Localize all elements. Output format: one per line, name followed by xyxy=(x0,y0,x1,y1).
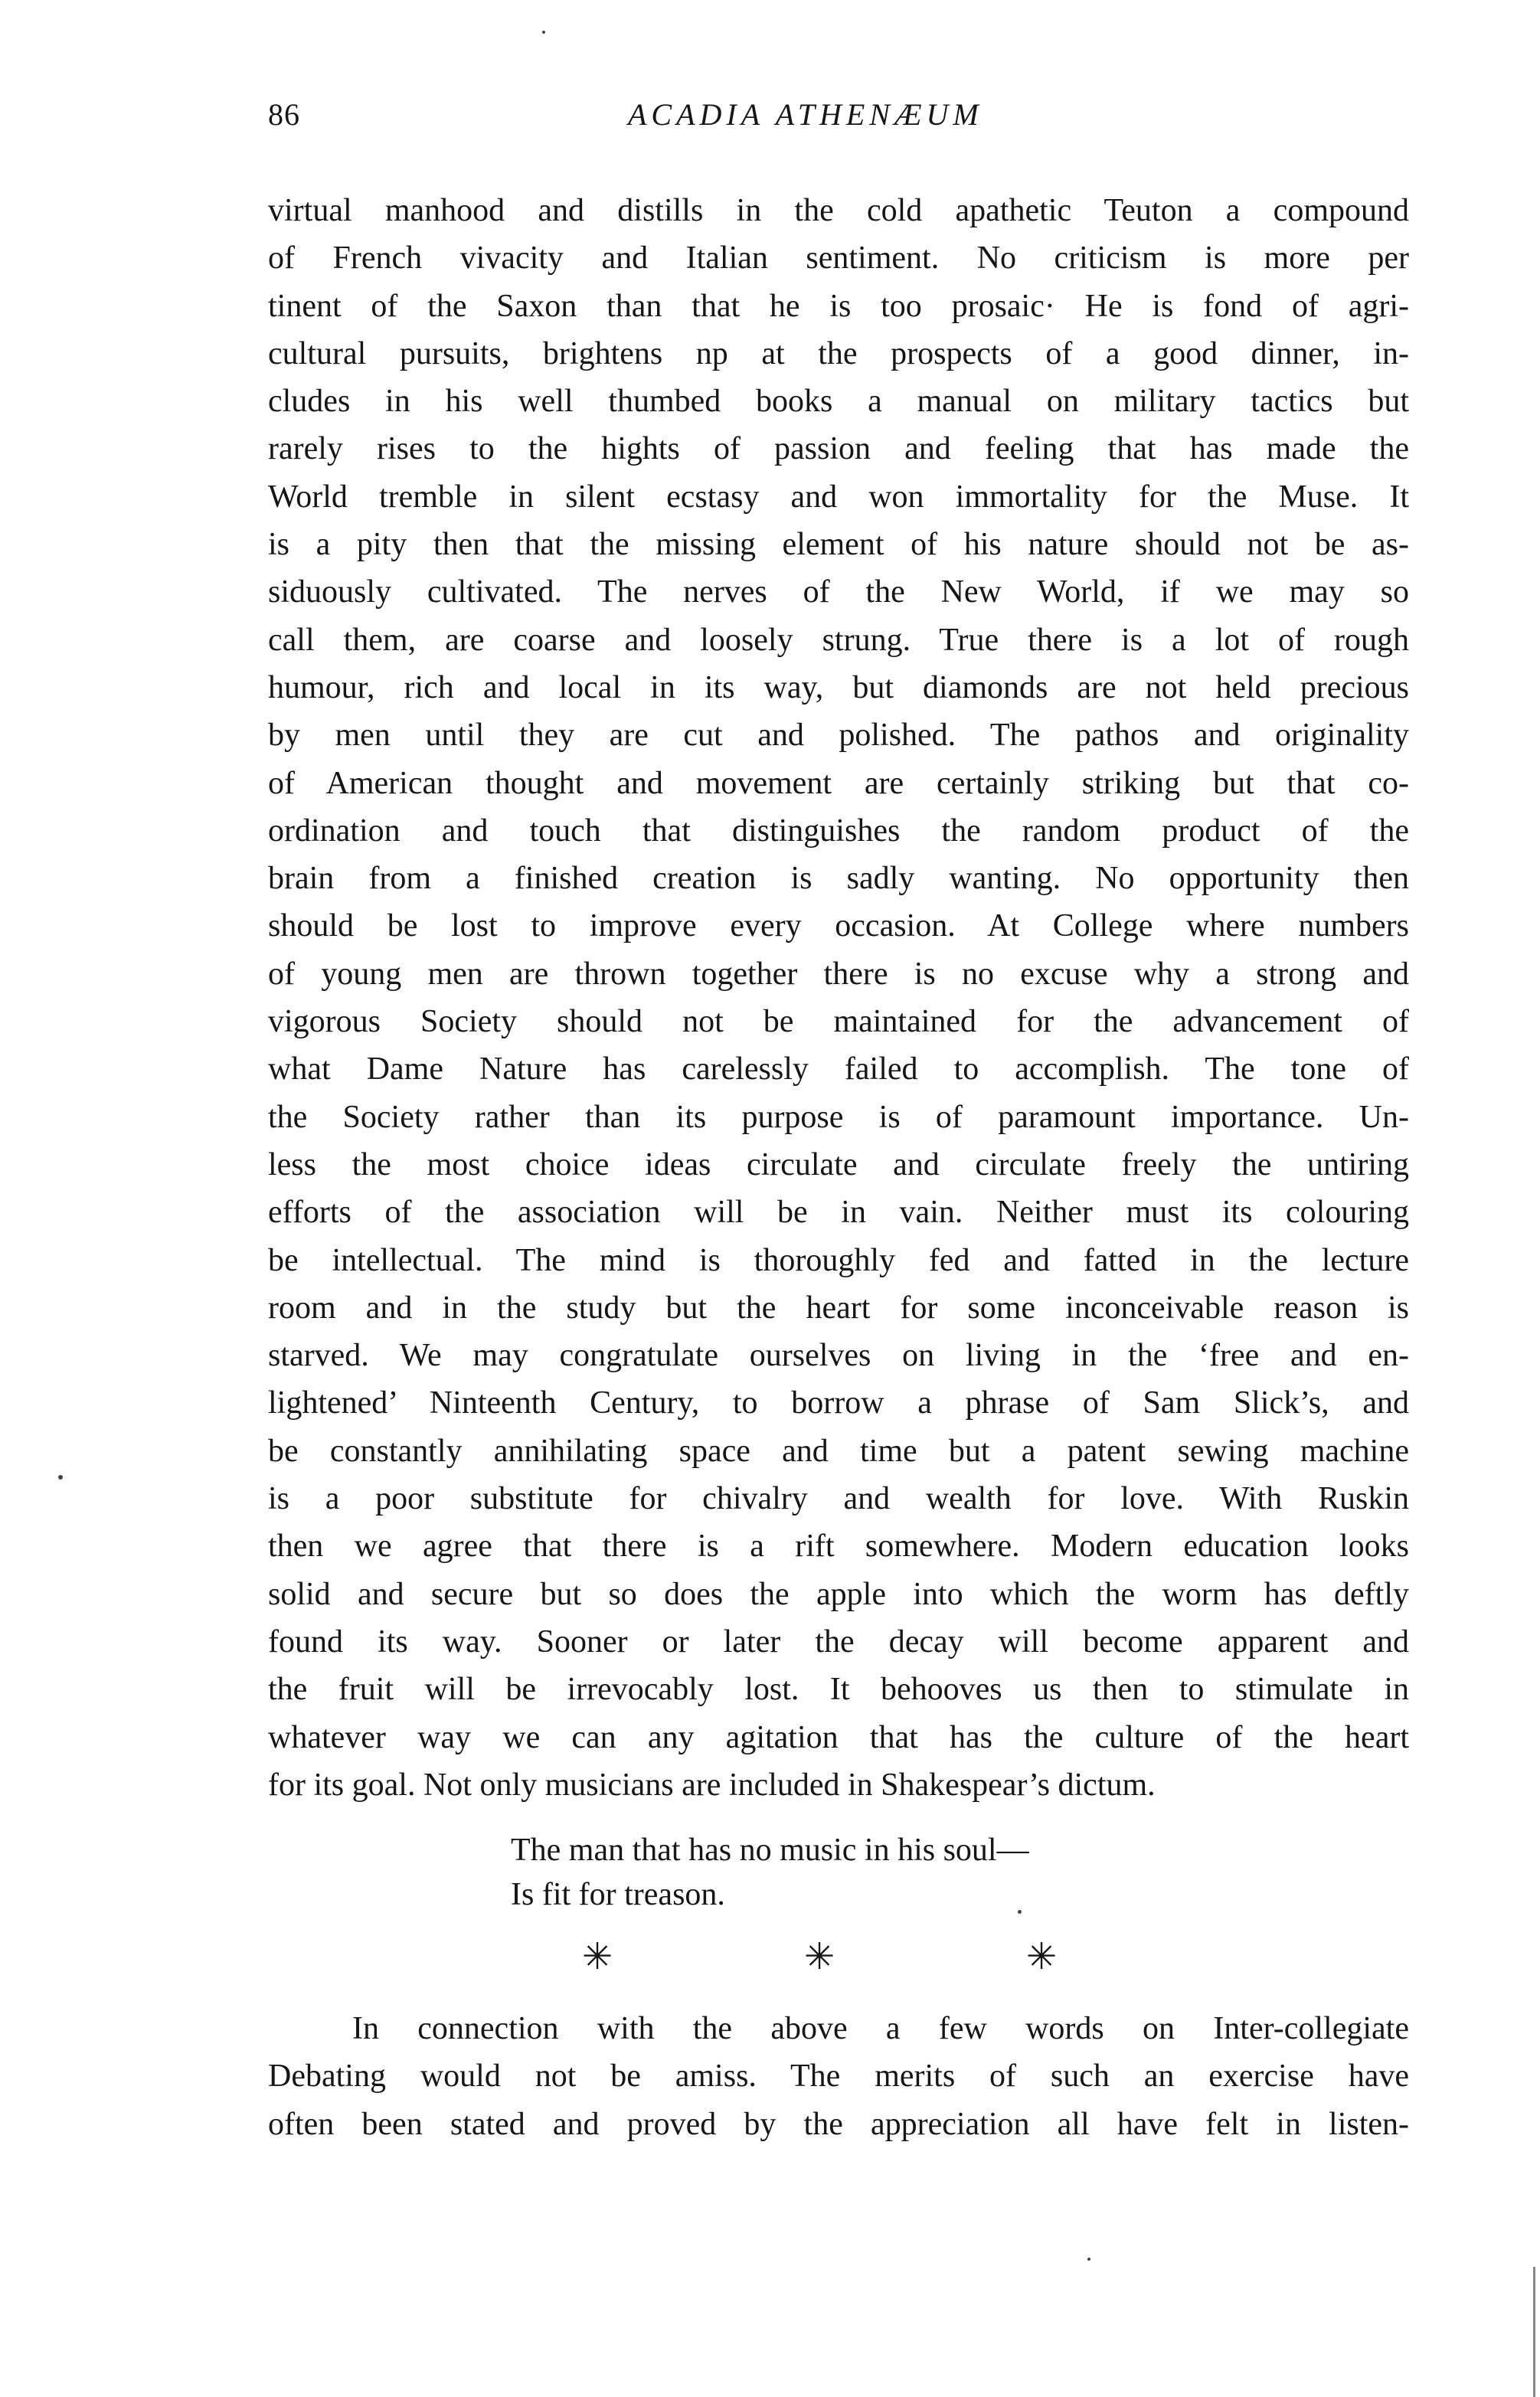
text-line: call them, are coarse and loosely strung. True there is a lot of rough xyxy=(268,622,1409,658)
text-line: starved. We may congratulate ourselves on living in the ‘free and en- xyxy=(268,1338,1409,1374)
text-line: rarely rises to the hights of passion and feeling that has made the xyxy=(268,431,1409,467)
asterisk-icon: ✳ xyxy=(804,1935,835,1978)
text-line: be constantly annihilating space and time but a patent sewing machine xyxy=(268,1433,1409,1469)
text-line: is a pity then that the missing element of his nature should not be as- xyxy=(268,527,1409,563)
text-line: the fruit will be irrevocably lost. It behooves us then to stimulate in xyxy=(268,1672,1409,1708)
text-line: by men until they are cut and polished. The pathos and originality xyxy=(268,718,1409,754)
running-head: ACADIA ATHENÆUM xyxy=(628,97,983,132)
text-line: humour, rich and local in its way, but diamonds are not held precious xyxy=(268,669,1409,705)
text-line: of American thought and movement are certainly striking but that co- xyxy=(268,765,1409,801)
text-line: often been stated and proved by the appreciation all have felt in listen- xyxy=(268,2106,1409,2142)
text-line: vigorous Society should not be maintained for the advancement of xyxy=(268,1004,1409,1040)
paragraph-1 xyxy=(268,187,1409,1809)
scan-speck xyxy=(542,31,545,34)
paragraph-2 xyxy=(268,2005,1409,2148)
text-line: efforts of the association will be in vain. Neither must its colouring xyxy=(268,1195,1409,1231)
scan-speck xyxy=(58,1475,63,1480)
text-line: In connection with the above a few words on Inter-collegiate xyxy=(352,2011,1409,2046)
text-line: then we agree that there is a rift somewhere. Modern education looks xyxy=(268,1529,1409,1565)
page-number: 86 xyxy=(268,97,300,132)
asterisk-icon: ✳ xyxy=(1026,1935,1058,1978)
text-line: tinent of the Saxon than that he is too prosaic· He is fond of agri- xyxy=(268,288,1409,324)
text-line: World tremble in silent ecstasy and won immortality for the Muse. It xyxy=(268,479,1409,515)
text-line: solid and secure but so does the apple into which the worm has deftly xyxy=(268,1576,1409,1612)
text-line: Debating would not be amiss. The merits of such an exercise have xyxy=(268,2059,1409,2095)
scan-speck xyxy=(1018,1910,1022,1914)
text-line: lightened’ Ninteenth Century, to borrow a phrase of Sam Slick’s, and xyxy=(268,1385,1409,1421)
text-line: is a poor substitute for chivalry and wealth for love. With Ruskin xyxy=(268,1481,1409,1517)
text-line: found its way. Sooner or later the decay will become apparent and xyxy=(268,1624,1409,1660)
page-header xyxy=(268,96,1409,142)
asterisk-icon: ✳ xyxy=(582,1935,613,1978)
text-line: the Society rather than its purpose is of paramount importance. Un- xyxy=(268,1099,1409,1135)
text-line: siduously cultivated. The nerves of the New World, if we may so xyxy=(268,574,1409,610)
text-line: of young men are thrown together there is no excuse why a strong and xyxy=(268,956,1409,992)
text-line: should be lost to improve every occasion. At College where numbers xyxy=(268,908,1409,944)
scan-edge-mark xyxy=(1533,2267,1535,2397)
text-line: of French vivacity and Italian sentiment. No criticism is more per xyxy=(268,240,1409,276)
text-line: room and in the study but the heart for some inconceivable reason is xyxy=(268,1290,1409,1326)
text-line: what Dame Nature has carelessly failed to accomplish. The tone of xyxy=(268,1051,1409,1087)
text-line: ordination and touch that distinguishes the random product of the xyxy=(268,813,1409,849)
text-line: for its goal. Not only musicians are included in Shakespear’s dictum. xyxy=(268,1767,1156,1803)
verse-line: The man that has no music in his soul— xyxy=(511,1833,1029,1868)
verse-quotation xyxy=(511,1828,1200,1917)
text-line: be intellectual. The mind is thoroughly fed and fatted in the lecture xyxy=(268,1242,1409,1278)
section-divider xyxy=(582,1930,1057,1983)
verse-line: Is fit for treason. xyxy=(511,1877,725,1912)
text-line: virtual manhood and distills in the cold apathetic Teuton a compound xyxy=(268,193,1409,228)
text-line: brain from a finished creation is sadly wanting. No opportunity then xyxy=(268,861,1409,897)
text-line: cultural pursuits, brightens np at the prospects of a good dinner, in- xyxy=(268,335,1409,371)
scan-speck xyxy=(1087,2258,1090,2261)
text-line: cludes in his well thumbed books a manual on military tactics but xyxy=(268,384,1409,420)
text-line: whatever way we can any agitation that has the culture of the heart xyxy=(268,1719,1409,1755)
text-line: less the most choice ideas circulate and circulate freely the untiring xyxy=(268,1146,1409,1182)
